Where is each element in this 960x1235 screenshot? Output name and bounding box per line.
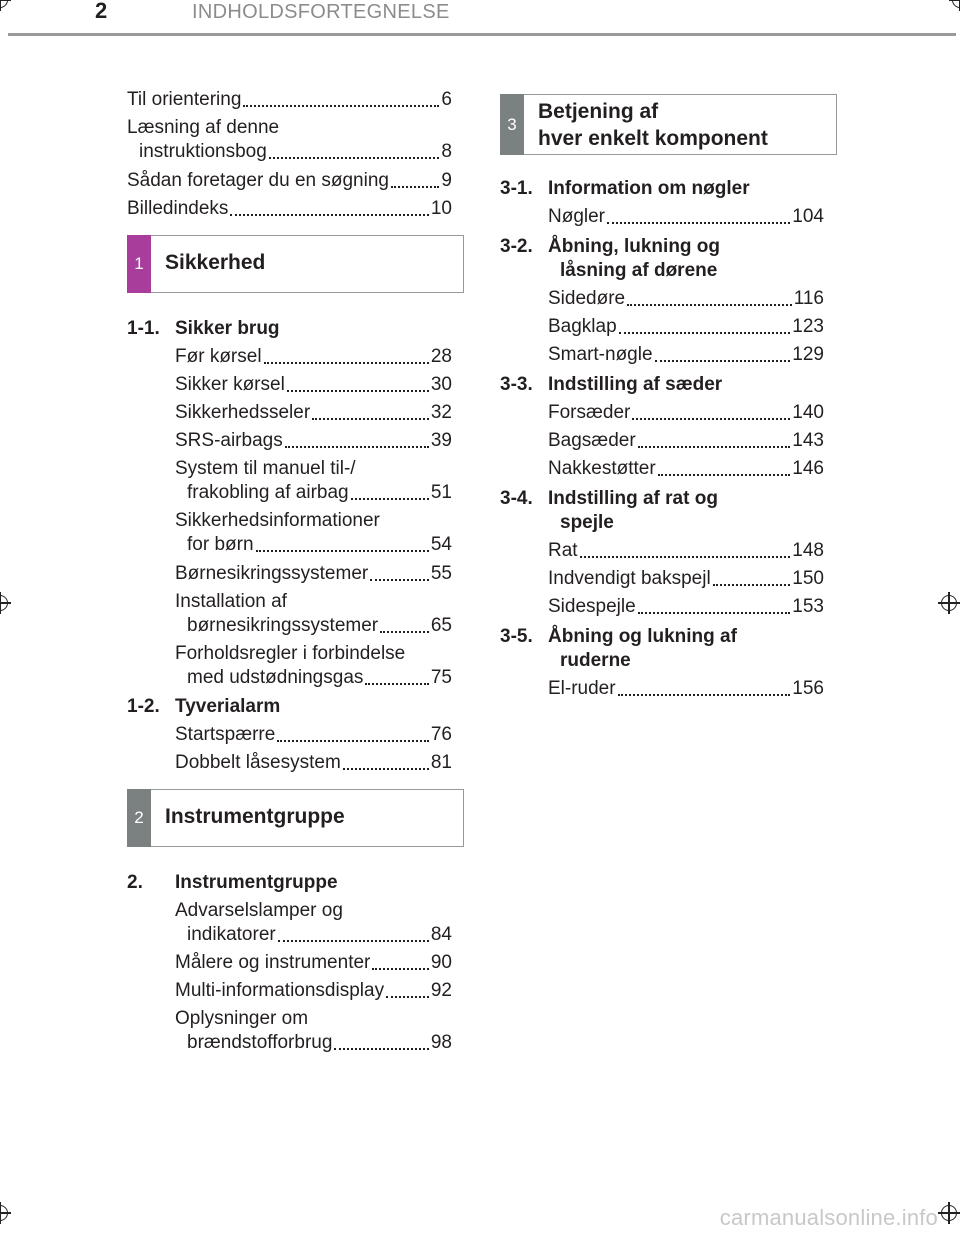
toc-entry[interactable]: Nakkestøtter 146 xyxy=(548,458,824,479)
toc-entry[interactable]: Før kørsel 28 xyxy=(175,345,452,367)
toc-entry[interactable]: Sikker kørsel 30 xyxy=(175,373,452,395)
chapter-heading[interactable]: 3-3. Indstilling af sæder xyxy=(500,374,723,395)
toc-entry[interactable]: Bagklap 123 xyxy=(548,316,824,337)
toc-entry[interactable]: Til orientering 6 xyxy=(127,89,452,110)
chapter-heading[interactable]: 1-2. Tyverialarm xyxy=(127,695,281,717)
page-number: 2 xyxy=(95,0,108,23)
toc-entry[interactable]: Rat 148 xyxy=(548,540,824,561)
intro-list xyxy=(127,88,452,221)
section-tab: 3 xyxy=(500,94,524,155)
watermark-text: carmanualsonline.info xyxy=(719,1205,938,1230)
toc-entry[interactable]: Nøgler 104 xyxy=(548,206,824,227)
section-title: Sikkerhed xyxy=(165,250,266,274)
toc-entry[interactable]: Sidespejle 153 xyxy=(548,596,824,617)
toc-entry[interactable]: System til manuel til-/ frakobling af airbag 51 xyxy=(175,457,452,503)
toc-entry[interactable]: Billedindeks 10 xyxy=(127,197,452,219)
chapter-block xyxy=(500,177,824,701)
section-header-betjening[interactable] xyxy=(500,94,837,155)
chapter-block xyxy=(127,317,452,775)
registration-mark-icon xyxy=(938,1202,960,1224)
page-header xyxy=(0,0,960,40)
section-header-instrumentgruppe[interactable] xyxy=(127,789,464,847)
section-title: Instrumentgruppe xyxy=(165,804,345,828)
registration-mark-icon xyxy=(938,592,960,614)
toc-entry[interactable]: Sidedøre 116 xyxy=(548,288,824,309)
toc-entry[interactable]: Oplysninger om brændstofforbrug 98 xyxy=(175,1008,452,1053)
toc-entry[interactable]: Startspærre 76 xyxy=(175,723,452,745)
section-tab: 1 xyxy=(127,235,151,293)
toc-entry[interactable]: Multi-informationsdisplay 92 xyxy=(175,980,452,1001)
toc-entry[interactable]: Bagsæder 143 xyxy=(548,430,824,451)
chapter-heading[interactable]: 3-4. Indstilling af rat og spejle xyxy=(500,488,718,533)
toc-left-column xyxy=(127,88,452,1060)
registration-mark-icon xyxy=(0,1202,11,1224)
header-rule xyxy=(8,33,956,36)
chapter-entries xyxy=(127,723,452,775)
chapter-entries xyxy=(500,401,824,481)
chapter-entries xyxy=(127,345,452,691)
toc-right-column xyxy=(500,94,824,705)
chapter-heading[interactable]: 2. Instrumentgruppe xyxy=(127,871,338,893)
chapter-heading[interactable]: 3-1. Information om nøgler xyxy=(500,178,750,199)
header-title: INDHOLDSFORTEGNELSE xyxy=(192,1,450,23)
toc-entry[interactable]: SRS-airbags 39 xyxy=(175,429,452,451)
registration-mark-icon xyxy=(0,592,11,614)
chapter-entries xyxy=(127,899,452,1056)
section-title: Betjening af hver enkelt komponent xyxy=(538,100,768,150)
toc-entry[interactable]: Forholdsregler i forbindelse med udstødningsgas 75 xyxy=(175,643,452,688)
registration-mark-icon xyxy=(0,0,11,11)
section-header-sikkerhed[interactable] xyxy=(127,235,464,293)
chapter-entries xyxy=(500,539,824,619)
toc-entry[interactable]: Målere og instrumenter 90 xyxy=(175,952,452,973)
chapter-entries xyxy=(500,205,824,229)
toc-entry[interactable]: Læsning af denne instruktionsbog 8 xyxy=(127,117,452,162)
toc-entry[interactable]: Smart-nøgle 129 xyxy=(548,344,824,365)
chapter-entries xyxy=(500,677,824,701)
toc-entry[interactable]: Advarselslamper og indikatorer 84 xyxy=(175,899,452,945)
toc-entry[interactable]: Forsæder 140 xyxy=(548,402,824,423)
chapter-block xyxy=(127,871,452,1056)
toc-entry[interactable]: Indvendigt bakspejl 150 xyxy=(548,568,824,589)
chapter-entries xyxy=(500,287,824,367)
toc-entry[interactable]: Sikkerhedsinformationer for børn 54 xyxy=(175,510,452,555)
toc-entry[interactable]: Sådan foretager du en søgning 9 xyxy=(127,169,452,191)
toc-entry[interactable]: Installation af børnesikringssystemer 65 xyxy=(175,590,452,636)
chapter-heading[interactable]: 1-1. Sikker brug xyxy=(127,317,280,339)
chapter-heading[interactable]: 3-2. Åbning, lukning og låsning af dørene xyxy=(500,236,721,281)
toc-entry[interactable]: Sikkerhedsseler 32 xyxy=(175,401,452,423)
registration-mark-icon xyxy=(949,0,960,11)
toc-entry[interactable]: El-ruder 156 xyxy=(548,678,824,699)
section-tab: 2 xyxy=(127,789,151,847)
toc-entry[interactable]: Børnesikringssystemer 55 xyxy=(175,562,452,584)
chapter-heading[interactable]: 3-5. Åbning og lukning af ruderne xyxy=(500,626,737,671)
toc-entry[interactable]: Dobbelt låsesystem 81 xyxy=(175,751,452,773)
